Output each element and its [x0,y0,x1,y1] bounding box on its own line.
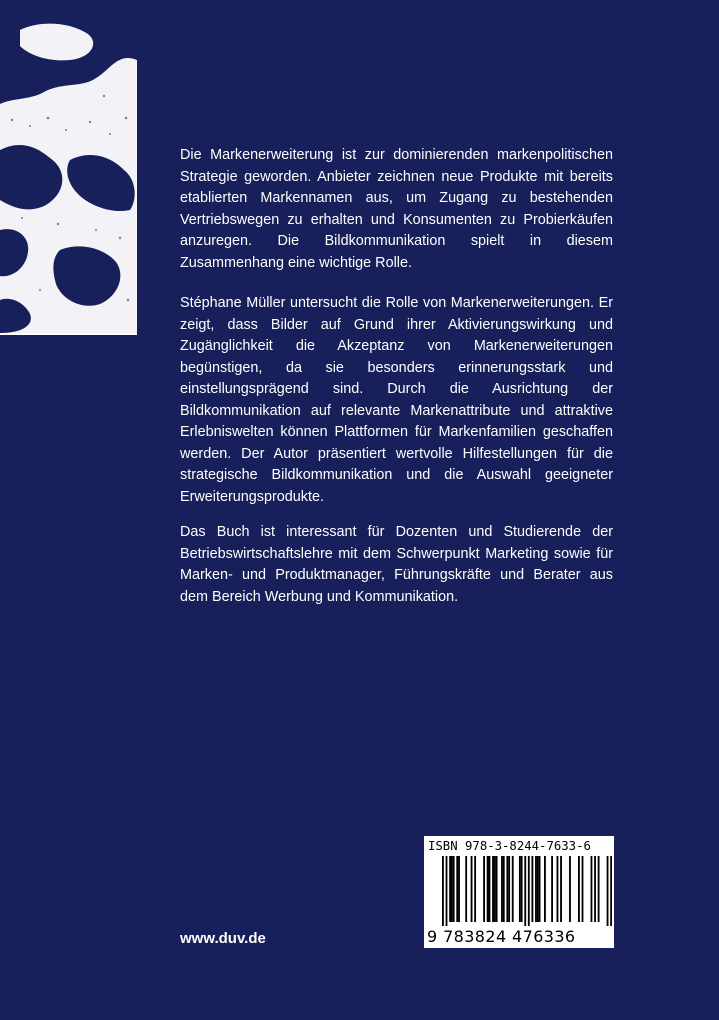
barcode-bar [501,856,503,922]
barcode-bar [489,856,491,922]
blurb-paragraph-2: Stéphane Müller untersucht die Rolle von Markenerweiterungen. Er zeigt, dass Bilder auf Grund ihrer Aktivierungswirkung und Zugänglichkeit die Akzeptanz von Markenerweiterungen begünstigen, da sie besonders erinnerungsstark und einstellungsprägend sind. Durch die Ausrichtung der Bildkommunikation auf relevante Markenattribute und attraktive Erlebniswelten können Plattformen für Markenfamilien geschaffen werden. Der Autor präsentiert wertvolle Hilfestellungen für die strategische Bildkommunikation und die Auswahl geeigneter Erweiterungsprodukte. [180,295,613,505]
barcode-bar [531,856,533,922]
barcode-bar [449,856,451,922]
barcode-bar [446,856,448,926]
barcode-bar [535,856,537,922]
barcode-bar [512,856,514,922]
barcode-bar [560,856,562,922]
barcode-bar [528,856,530,926]
barcode-bar [465,856,467,922]
barcode-bars [442,856,612,926]
barcode-bar [442,856,444,926]
barcode-bar [492,856,494,922]
barcode-bar [519,856,521,922]
blurb-paragraph-3: Das Buch ist interessant für Dozenten und Studierende der Betriebswirtschaftslehre mit dem Schwerpunkt Marketing sowie für Marken- und Produktmanager, Führungskräfte und Berater aus dem Bereich Werbung und Kommunikation. [180,524,613,605]
barcode-bar [521,856,523,922]
barcode-bar [451,856,453,922]
barcode-bar [582,856,584,922]
blurb-paragraph-1: Die Markenerweiterung ist zur dominierenden markenpolitischen Strategie geworden. Anbieter zeichnen neue Produkte mit bereits etablierten Markennamen aus, um Zugang zu bestehenden Vertriebswegen zu erhalten und Konsumenten zu Probierkäufen anzuregen. Die Bildkommunikation spielt in diesem Zusammenhang eine wichtige Rolle. [180,147,613,271]
barcode-bar [506,856,508,922]
barcode-bar [539,856,541,922]
barcode-bar [551,856,553,922]
barcode-bar [537,856,539,922]
barcode-bar [508,856,510,922]
barcode-bar [474,856,476,922]
barcode-bar [607,856,609,926]
barcode-bar [494,856,496,922]
cover-map-image [0,0,137,335]
ean-digits: 9 783824 476336 [427,927,576,946]
barcode-bar [456,856,458,922]
barcode-bar [578,856,580,922]
barcode-bar [483,856,485,922]
barcode-bar [557,856,559,922]
barcode-bar [471,856,473,922]
barcode-bar [524,856,526,926]
barcode-bar [594,856,596,922]
publisher-website: www.duv.de [180,930,266,947]
barcode-bar [503,856,505,922]
barcode-bar [544,856,546,922]
isbn-barcode [424,836,614,948]
barcode-bar [487,856,489,922]
barcode-bar [569,856,571,922]
world-map-fragment-icon [0,0,137,333]
barcode-bar [610,856,612,926]
barcode-bar [598,856,600,922]
barcode-bar [591,856,593,922]
isbn-label: ISBN 978-3-8244-7633-6 [428,839,591,853]
barcode-bar [458,856,460,922]
barcode-bar [496,856,498,922]
barcode-bar [453,856,455,922]
